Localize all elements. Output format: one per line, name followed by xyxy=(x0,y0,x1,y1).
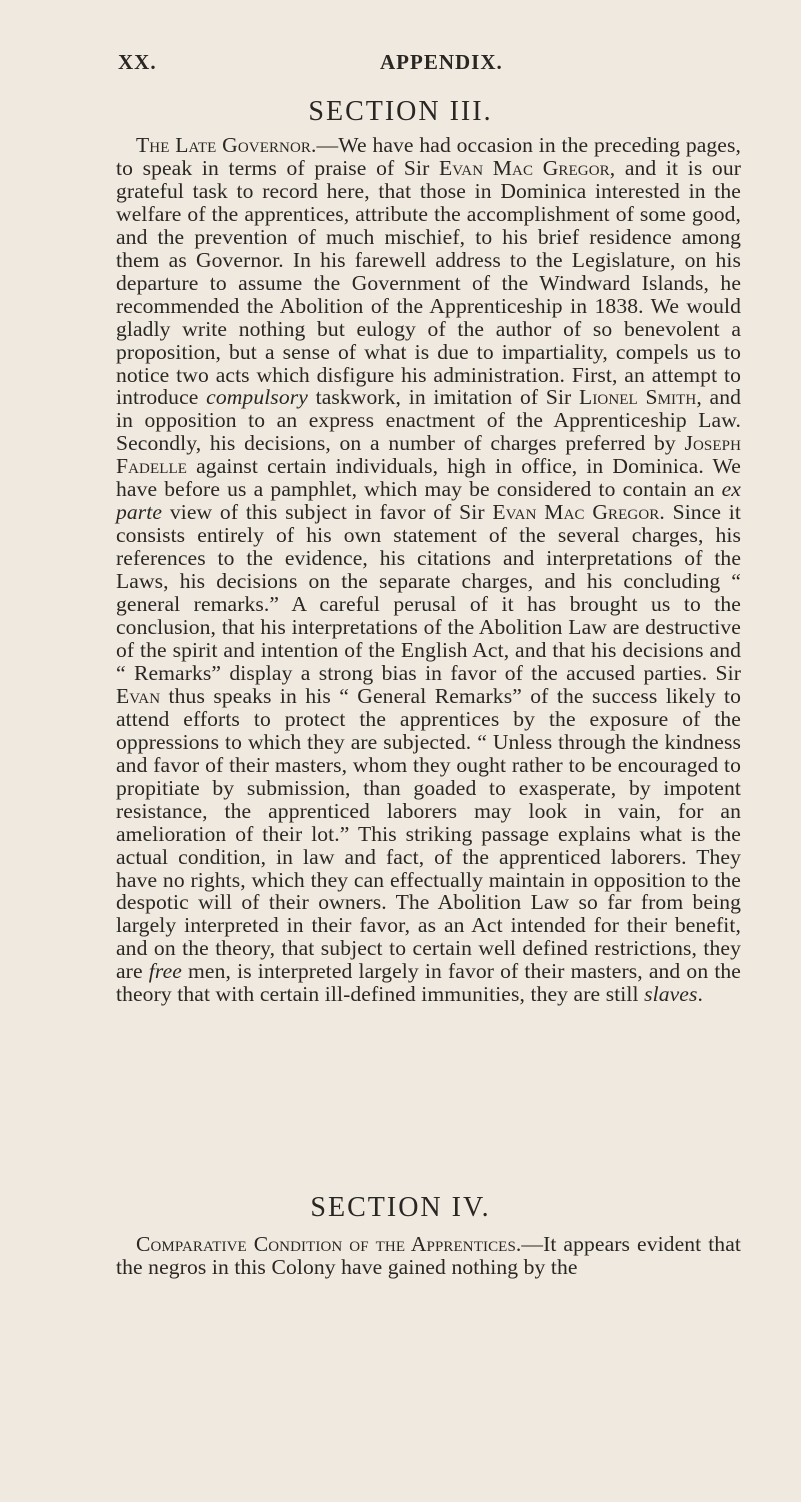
text-run: view of this subject in favor of Sir xyxy=(162,500,493,525)
person-name: Joseph Fadelle xyxy=(116,431,741,479)
text-run: —We have had occasion in the preceding pages, to speak in terms of praise of Sir xyxy=(116,133,741,180)
text-run: . Since it consists entirely of his own statement of the several charges, his references to the evidence, his citations and interpretations of the Laws, his decisions on the separate charges, and his concluding “ general remarks.” A careful perusal of it has brought us to the conclusion, that his interpretations of the Abolition Law are destructive of the spirit and intention of the English Act, and that his decisions and “ Remarks” display a strong bias in favor of the accused parties. Sir xyxy=(116,500,741,685)
italic-text: slaves xyxy=(644,982,698,1007)
italic-text: free xyxy=(148,959,182,984)
running-title: APPENDIX. xyxy=(380,50,503,74)
person-name: Evan xyxy=(116,683,161,708)
lead-in: Comparative Condition of the Apprentices. xyxy=(136,1232,522,1256)
italic-text: compulsory xyxy=(206,385,308,410)
text-run: thus speaks in his “ General Remarks” of the success likely to attend efforts to protect the apprentices by the exposure of the oppressions to which they are subjected. “ Unless through the kindness and favor of their masters, whom they ought rather to be encouraged to propitiate by submission, than goaded to exasperate, by impotent resistance, the apprenticed laborers may look in vain, for an amelioration of their lot.” This striking passage explains what is the actual condition, in law and fact, of the apprenticed laborers. They have no rights, which they can effectually maintain in opposition to the despotic will of their owners. The Abolition Law so far from being largely interpreted in their favor, as an Act intended for their benefit, and on the theory, that subject to certain well defined restrictions, they are xyxy=(116,683,741,984)
person-name: Evan Mac Gregor xyxy=(492,500,660,525)
text-run: taskwork, in imitation of Sir xyxy=(307,385,580,410)
text-run: . xyxy=(697,982,703,1007)
text-run: , and it is our grateful task to record here, that those in Dominica interested in the welfare of the apprentices, attribute the accomplishment of some good, and the prevention of much mischief, to his brief residence among them as Governor. In his farewell address to the Legislature, on his departure to assume the Government of the Windward Islands, he recommended the Abolition of the Apprenticeship in 1838. We would gladly write nothing but eulogy of the author of so benevolent a proposition, but a sense of what is due to impartiality, compels us to notice two acts which disfigure his administration. First, an attempt to introduce xyxy=(116,155,742,410)
text-run: against certain individuals, high in office, in Dominica. We have before us a pamphlet, which may be considered to contain an xyxy=(116,454,741,502)
text-run: , and in opposition to an express enactment of the Apprenticeship Law. Secondly, his decisions, on a number of charges preferred by xyxy=(116,385,741,456)
person-name: Evan Mac Gregor xyxy=(439,155,610,180)
text-run: men, is interpreted largely in favor of their masters, and on the theory that with certain ill-defined immunities, they are still xyxy=(116,959,741,1007)
lead-in: The Late Governor. xyxy=(136,133,317,157)
section-3-heading: SECTION III. xyxy=(308,96,493,127)
text-run: —It appears evident that the negros in this Colony have gained nothing by the xyxy=(116,1232,741,1279)
italic-text: ex parte xyxy=(116,477,741,525)
page-number: XX. xyxy=(118,50,157,74)
section-4-paragraph xyxy=(116,1233,741,1279)
person-name: Lionel Smith xyxy=(579,385,697,410)
section-3-paragraph xyxy=(116,134,741,1006)
section-4-heading: SECTION IV. xyxy=(310,1192,491,1223)
